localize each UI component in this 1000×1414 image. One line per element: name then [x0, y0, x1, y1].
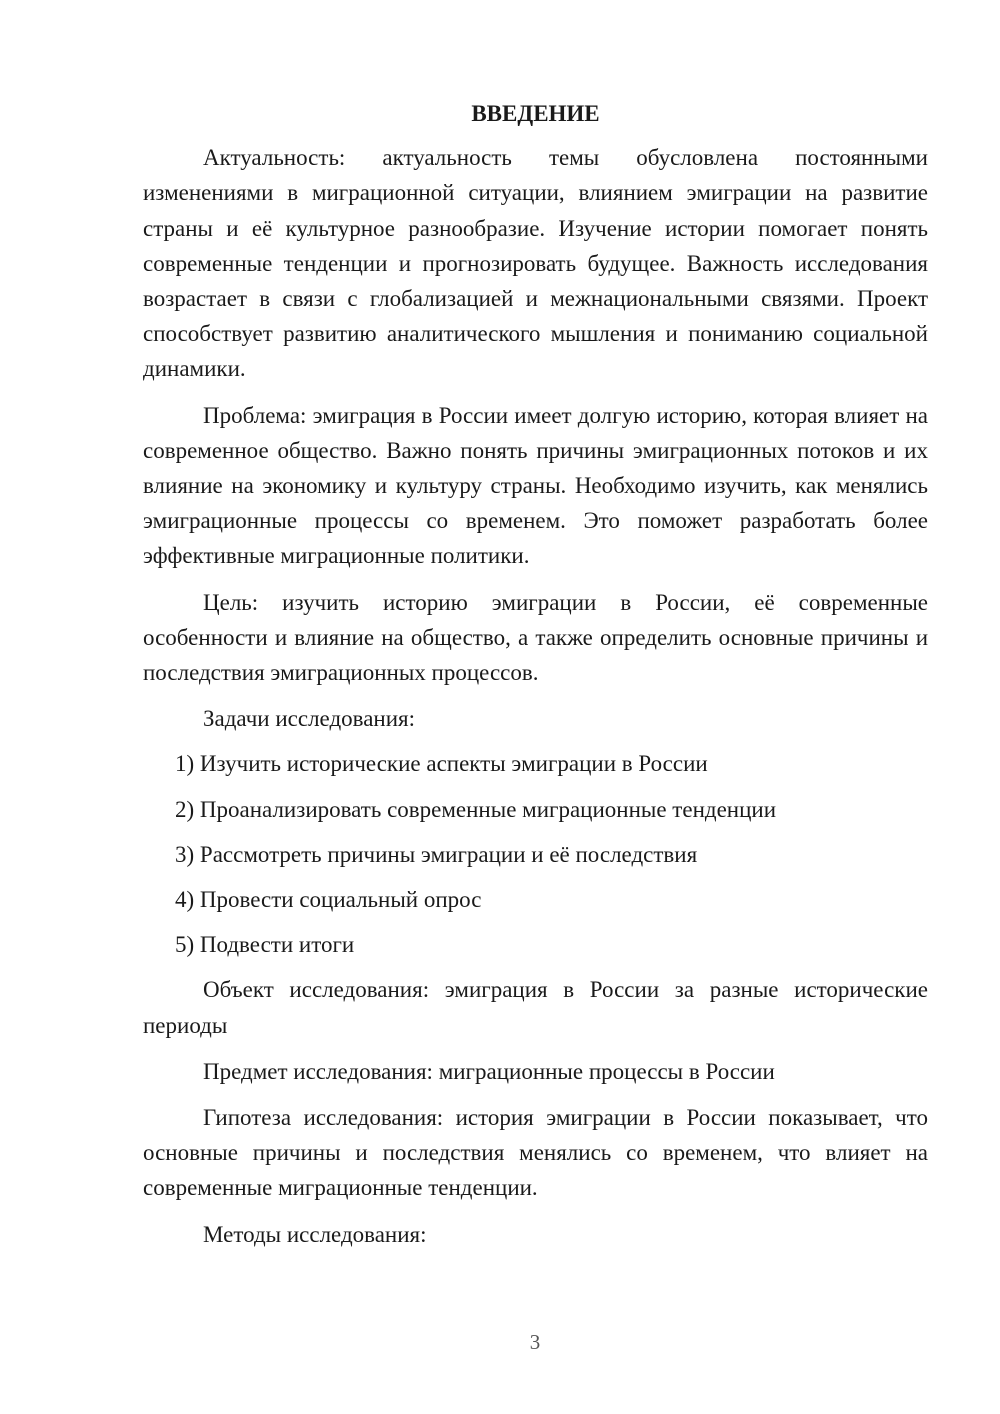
subject-paragraph: Предмет исследования: миграционные процессы в России — [203, 1058, 775, 1084]
goal-paragraph: Цель: изучить историю эмиграции в России, её современные особенности и влияние на общество, а также определить основные причины и последствия эмиграционных процессов. — [143, 589, 928, 686]
hypothesis-paragraph: Гипотеза исследования: история эмиграции в России показывает, что основные причины и последствия менялись со временем, что влияет на современные миграционные тенденции. — [143, 1105, 928, 1201]
methods-paragraph: Методы исследования: — [203, 1221, 427, 1247]
tasks-list — [143, 746, 928, 962]
problem-paragraph: Проблема: эмиграция в России имеет долгую историю, которая влияет на современное общество. Важно понять причины эмиграционных потоков и их влияние на экономику и культуру страны. Необходимо изучить, как менялись эмиграционные процессы со временем. Это поможет разработать более эффективные миграционные политики. — [143, 402, 928, 569]
task-item: 2) Проанализировать современные миграционные тенденции — [175, 796, 777, 822]
tasks-heading: Задачи исследования: — [203, 706, 416, 732]
page-number: 3 — [529, 1330, 541, 1354]
task-item: 5) Подвести итоги — [175, 932, 355, 958]
page-content — [143, 96, 928, 1263]
task-item: 1) Изучить исторические аспекты эмиграции в России — [175, 751, 708, 777]
section-title: ВВЕДЕНИЕ — [471, 101, 600, 126]
relevance-paragraph: Актуальность: актуальность темы обусловлена постоянными изменениями в миграционной ситуации, влиянием эмиграции на развитие страны и её культурное разнообразие. Изучение истории помогает понять современные тенденции и прогнозировать будущее. Важность исследования возрастает в связи с глобализацией и межнациональными связями. Проект способствует развитию аналитического мышления и пониманию социальной динамики. — [143, 145, 928, 382]
task-item: 4) Провести социальный опрос — [175, 887, 482, 913]
object-paragraph: Объект исследования: эмиграция в России за разные исторические периоды — [143, 977, 928, 1038]
task-item: 3) Рассмотреть причины эмиграции и её последствия — [175, 841, 698, 867]
